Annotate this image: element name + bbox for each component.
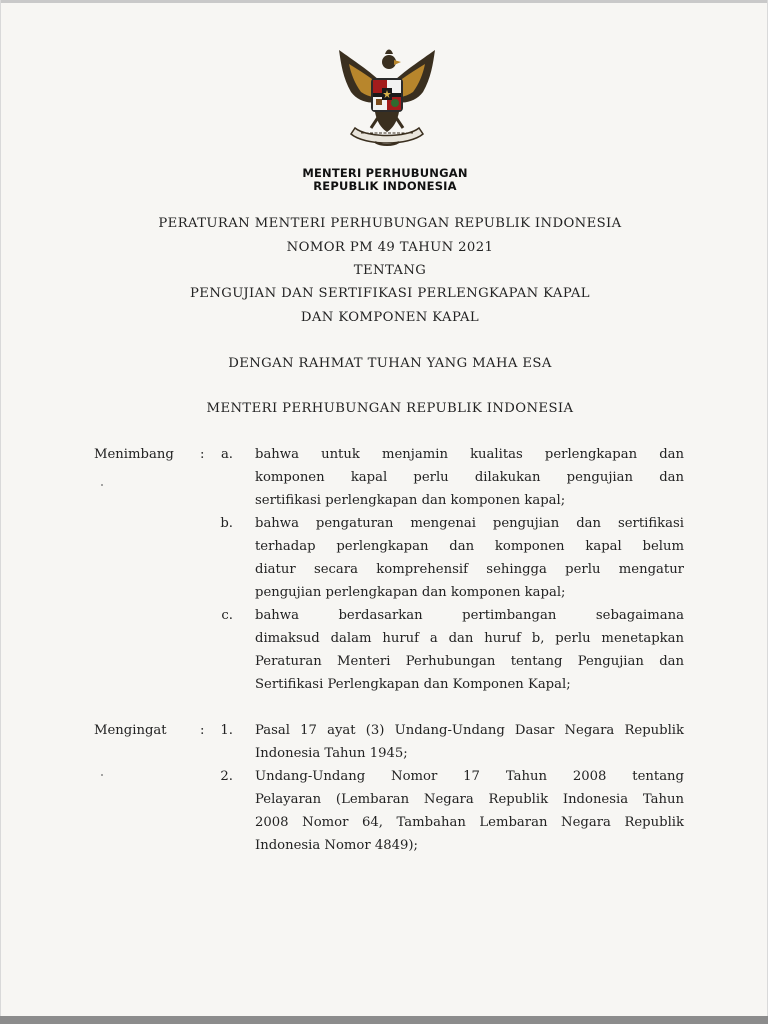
menimbang-a-line-1: bahwa untuk menjamin kualitas perlengkapan dan (255, 447, 684, 462)
mengingat-marker-1: 1. (220, 723, 233, 738)
menimbang-c-line-1: bahwa berdasarkan pertimbangan sebagaimana (255, 608, 684, 623)
mengingat-2-line-3: 2008 Nomor 64, Tambahan Lembaran Negara Republik (255, 815, 684, 830)
mengingat-1-line-1: Pasal 17 ayat (3) Undang-Undang Dasar Negara Republik (255, 723, 684, 738)
mengingat-1-line-2: Indonesia Tahun 1945; (255, 746, 408, 761)
regulation-tentang: TENTANG (353, 263, 427, 278)
regulation-title-line-1: PERATURAN MENTERI PERHUBUNGAN REPUBLIK INDONESIA (158, 216, 622, 231)
menimbang-marker-a: a. (220, 447, 233, 462)
regulation-subject-line-1: PENGUJIAN DAN SERTIFIKASI PERLENGKAPAN KAPAL (190, 286, 590, 301)
mengingat-2-line-1: Undang-Undang Nomor 17 Tahun 2008 tentang (255, 769, 684, 784)
garuda-emblem-icon (331, 42, 443, 152)
menimbang-b-line-1: bahwa pengaturan mengenai pengujian dan sertifikasi (255, 516, 684, 531)
regulation-number: NOMOR PM 49 TAHUN 2021 (286, 240, 494, 255)
menimbang-c-line-3: Peraturan Menteri Perhubungan tentang Pengujian dan (255, 654, 684, 669)
menimbang-c-line-4: Sertifikasi Perlengkapan dan Komponen Kapal; (255, 677, 571, 692)
mengingat-marker-2: 2. (220, 769, 233, 784)
mengingat-2-line-4: Indonesia Nomor 4849); (255, 838, 418, 853)
menimbang-b-line-4: pengujian perlengkapan dan komponen kapal; (255, 585, 566, 600)
scan-speck (101, 484, 103, 486)
document-page (1, 0, 767, 1016)
preamble: DENGAN RAHMAT TUHAN YANG MAHA ESA (228, 356, 552, 371)
regulation-subject-line-2: DAN KOMPONEN KAPAL (300, 310, 480, 325)
menimbang-b-line-3: diatur secara komprehensif sehingga perlu mengatur (255, 562, 684, 577)
menimbang-marker-b: b. (220, 516, 233, 531)
org-name-line-1: MENTERI PERHUBUNGAN (302, 166, 468, 180)
menimbang-marker-c: c. (221, 608, 233, 623)
scan-bottom-edge (0, 1016, 768, 1024)
menimbang-colon: : (200, 447, 205, 462)
menimbang-c-line-2: dimaksud dalam huruf a dan huruf b, perlu menetapkan (255, 631, 684, 646)
menimbang-label: Menimbang (94, 447, 174, 462)
mengingat-colon: : (200, 723, 205, 738)
menimbang-b-line-2: terhadap perlengkapan dan komponen kapal belum (255, 539, 684, 554)
mengingat-label: Mengingat (94, 723, 167, 738)
org-name-line-2: REPUBLIK INDONESIA (313, 179, 457, 193)
menimbang-a-line-3: sertifikasi perlengkapan dan komponen kapal; (255, 493, 566, 508)
authority: MENTERI PERHUBUNGAN REPUBLIK INDONESIA (206, 401, 574, 416)
scan-speck (101, 774, 103, 776)
menimbang-a-line-2: komponen kapal perlu dilakukan pengujian dan (255, 470, 684, 485)
mengingat-2-line-2: Pelayaran (Lembaran Negara Republik Indonesia Tahun (255, 792, 684, 807)
scan-top-edge (1, 0, 767, 3)
